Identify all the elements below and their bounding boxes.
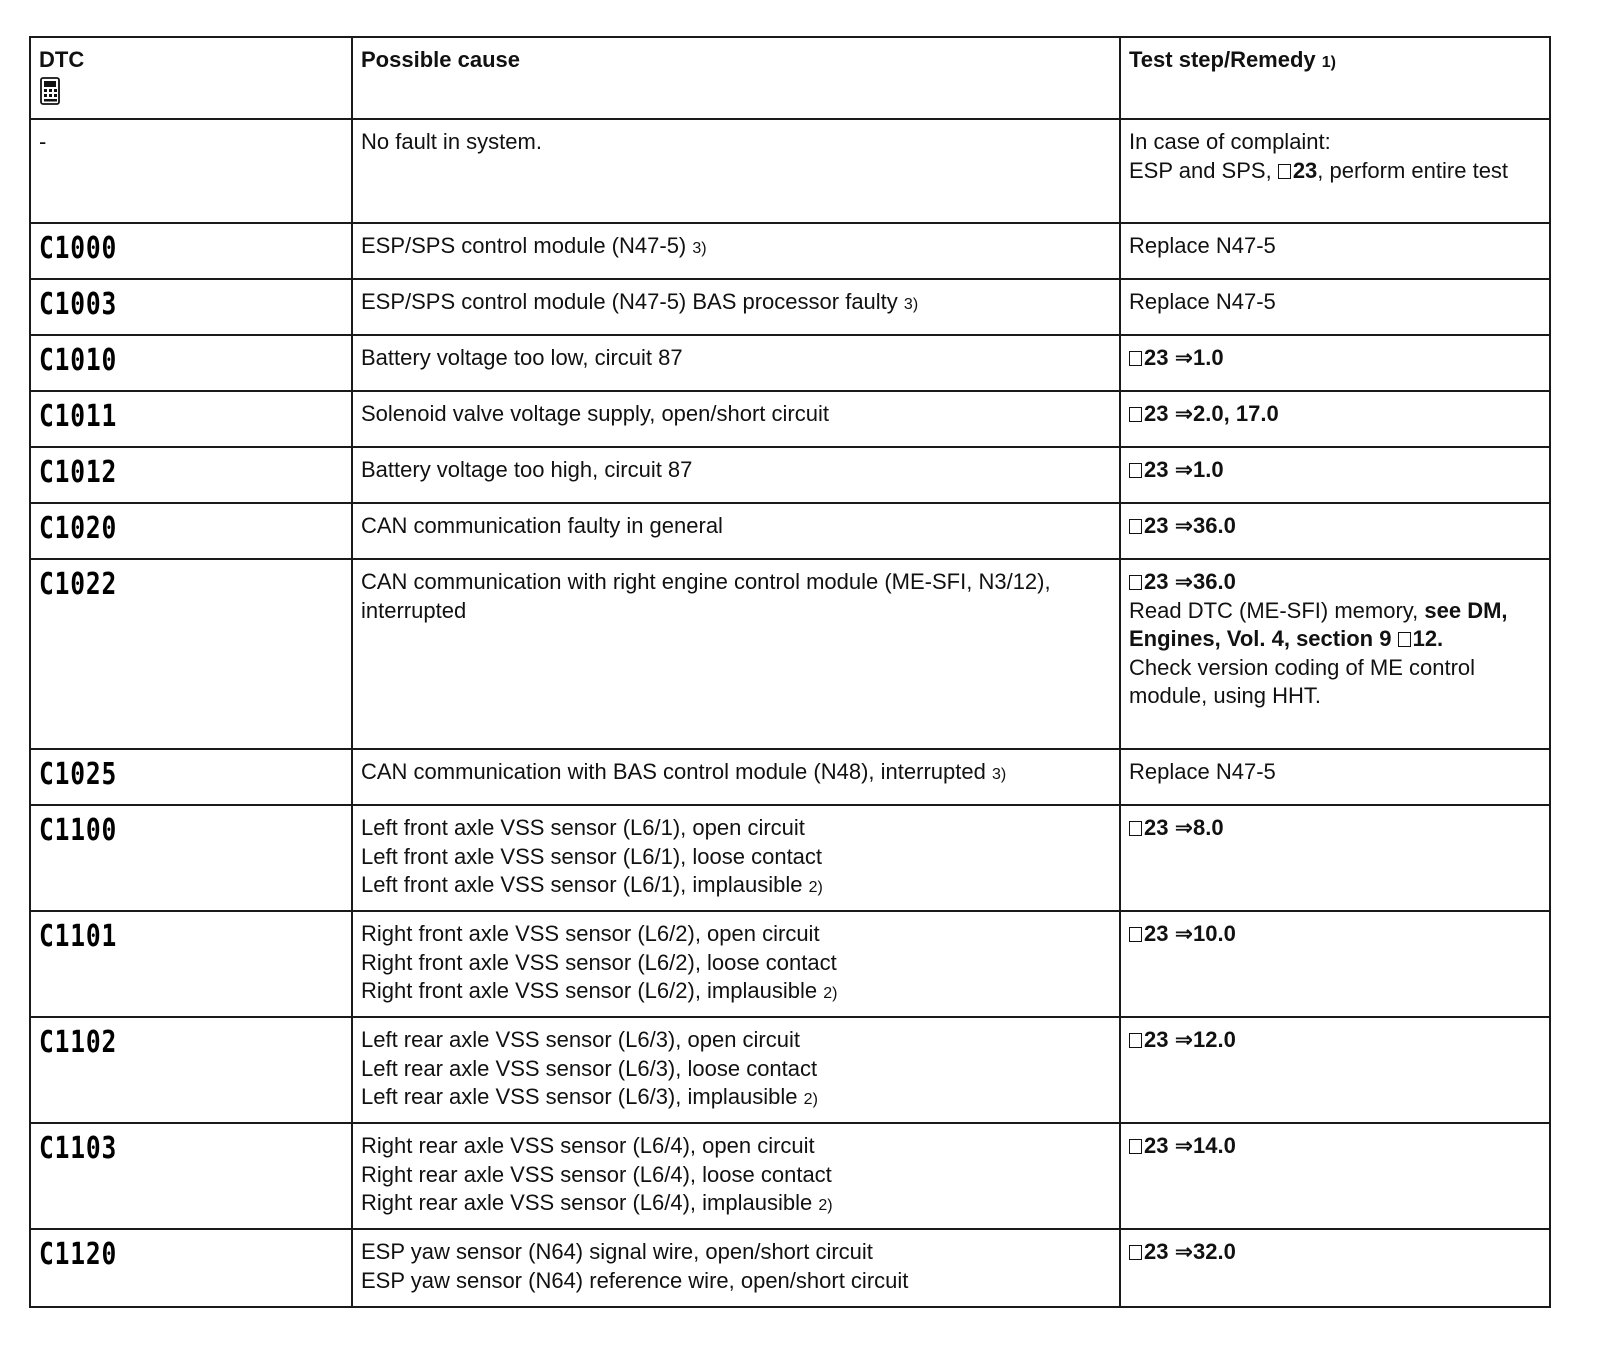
page-ref-number: 23	[1144, 401, 1169, 426]
cause-text: Left front axle VSS sensor (L6/1), implausible	[361, 872, 803, 897]
page-ref-box-icon	[1129, 1033, 1142, 1048]
table-row	[30, 1229, 1550, 1307]
step-separator: ,	[1223, 401, 1236, 426]
dtc-cell	[30, 749, 352, 805]
table-row	[30, 559, 1550, 749]
cause-line	[361, 871, 1111, 903]
cause-text: CAN communication with right engine control module (ME-SFI, N3/12), interrupted	[361, 569, 1051, 623]
remedy-text: Replace N47-5	[1129, 233, 1276, 258]
dtc-code: C1012	[39, 455, 118, 490]
test-step-number: 36.0	[1193, 569, 1236, 594]
header-dtc	[30, 37, 352, 119]
remedy-step-line	[1129, 1132, 1541, 1161]
cause-line	[361, 128, 1111, 157]
page-ref-box-icon	[1129, 1245, 1142, 1260]
cause-text: No fault in system.	[361, 129, 542, 154]
remedy-step-line	[1129, 512, 1541, 541]
cause-line	[361, 1026, 1111, 1055]
page-ref-number: 23	[1144, 1239, 1169, 1264]
test-step-number: 10.0	[1193, 921, 1236, 946]
table-row	[30, 1017, 1550, 1123]
cause-cell	[352, 805, 1120, 911]
arrow-icon: ⇒	[1174, 345, 1194, 370]
remedy-text: Read DTC (ME-SFI) memory,	[1129, 597, 1425, 623]
table-row	[30, 749, 1550, 805]
cause-text: Left rear axle VSS sensor (L6/3), open circuit	[361, 1027, 800, 1052]
table-row	[30, 391, 1550, 447]
dtc-cell	[30, 335, 352, 391]
remedy-step-line	[1129, 344, 1541, 373]
cause-text: Right rear axle VSS sensor (L6/4), implausible	[361, 1190, 813, 1215]
cause-text: Battery voltage too low, circuit 87	[361, 345, 683, 370]
cause-footnote: 2)	[808, 879, 823, 896]
cause-text: ESP yaw sensor (N64) signal wire, open/short circuit	[361, 1239, 873, 1264]
cause-cell	[352, 749, 1120, 805]
remedy-cell	[1120, 911, 1550, 1017]
table-row	[30, 119, 1550, 223]
dtc-code: C1000	[39, 231, 118, 266]
arrow-icon: ⇒	[1174, 921, 1194, 946]
cause-footnote: 2)	[818, 1197, 833, 1214]
page-ref-number: 23	[1144, 457, 1169, 482]
dtc-cell	[30, 911, 352, 1017]
cause-text: ESP yaw sensor (N64) reference wire, open/short circuit	[361, 1267, 909, 1293]
cause-line	[361, 843, 1111, 872]
table-row	[30, 447, 1550, 503]
cause-text: Left rear axle VSS sensor (L6/3), loose contact	[361, 1055, 818, 1081]
cause-line	[361, 1189, 1111, 1221]
arrow-icon: ⇒	[1174, 1239, 1194, 1264]
test-step-number: 14.0	[1193, 1133, 1236, 1158]
test-step-number: 1.0	[1193, 457, 1224, 482]
cause-cell	[352, 447, 1120, 503]
test-step-number: 1.0	[1193, 345, 1224, 370]
page-ref-number: 23	[1144, 569, 1169, 594]
remedy-text: , perform entire test	[1317, 157, 1509, 183]
table-row	[30, 503, 1550, 559]
page-ref-number: 23	[1144, 1027, 1169, 1052]
dtc-code: C1020	[39, 511, 118, 546]
remedy-text: ESP and SPS,	[1129, 157, 1278, 183]
arrow-icon: ⇒	[1174, 513, 1194, 538]
cause-text: Right front axle VSS sensor (L6/2), implausible	[361, 978, 818, 1003]
table-row	[30, 805, 1550, 911]
cause-line	[361, 232, 1111, 264]
cause-cell	[352, 1123, 1120, 1229]
remedy-step-line	[1129, 568, 1541, 597]
cause-footnote: 3)	[991, 766, 1007, 783]
dtc-code: C1100	[39, 813, 118, 848]
header-remedy	[1120, 37, 1550, 119]
dtc-cell	[30, 119, 352, 223]
page-ref-number: 23	[1144, 921, 1169, 946]
remedy-cell	[1120, 447, 1550, 503]
remedy-cell	[1120, 1017, 1550, 1123]
header-cause-label: Possible cause	[361, 47, 520, 72]
header-dtc-label: DTC	[39, 47, 85, 72]
cause-line	[361, 1161, 1111, 1190]
cause-line	[361, 1267, 1111, 1296]
remedy-step-line	[1129, 456, 1541, 485]
dtc-code: C1101	[39, 919, 118, 954]
arrow-icon: ⇒	[1174, 569, 1194, 594]
remedy-cell	[1120, 503, 1550, 559]
dtc-table	[29, 36, 1551, 1308]
remedy-cell	[1120, 805, 1550, 911]
page-ref-box-icon	[1278, 164, 1291, 179]
cause-text: Right rear axle VSS sensor (L6/4), loose contact	[361, 1161, 832, 1187]
cause-cell	[352, 391, 1120, 447]
remedy-step-line	[1129, 814, 1541, 843]
dtc-cell	[30, 805, 352, 911]
remedy-text: Replace N47-5	[1129, 759, 1276, 784]
page-ref-box-icon	[1129, 463, 1142, 478]
table-row	[30, 223, 1550, 279]
dtc-cell	[30, 1123, 352, 1229]
cause-cell	[352, 223, 1120, 279]
table-row	[30, 335, 1550, 391]
page-ref-box-icon	[1129, 575, 1142, 590]
dtc-cell	[30, 1017, 352, 1123]
dtc-code: -	[39, 129, 47, 154]
page-ref-number: 23	[1144, 513, 1169, 538]
cause-text: Left front axle VSS sensor (L6/1), open circuit	[361, 815, 805, 840]
cause-cell	[352, 1017, 1120, 1123]
cause-text: ESP/SPS control module (N47-5)	[361, 233, 687, 258]
page-ref-box-icon	[1129, 1139, 1142, 1154]
cause-footnote: 2)	[803, 1091, 818, 1108]
dtc-cell	[30, 447, 352, 503]
dtc-cell	[30, 223, 352, 279]
cause-line	[361, 920, 1111, 949]
remedy-cell	[1120, 119, 1550, 223]
cause-line	[361, 400, 1111, 429]
cause-line	[361, 344, 1111, 373]
cause-line	[361, 568, 1111, 625]
dtc-code: C1120	[39, 1237, 118, 1272]
dtc-code: C1103	[39, 1131, 118, 1166]
page-ref-box-icon	[1129, 519, 1142, 534]
dtc-code: C1022	[39, 567, 118, 602]
remedy-cell	[1120, 223, 1550, 279]
cause-text: Right front axle VSS sensor (L6/2), open circuit	[361, 921, 820, 946]
header-remedy-note: 1)	[1321, 54, 1337, 71]
cause-text: Left rear axle VSS sensor (L6/3), implausible	[361, 1084, 798, 1109]
page-ref-number: 23	[1144, 815, 1169, 840]
cause-line	[361, 977, 1111, 1009]
arrow-icon: ⇒	[1174, 457, 1194, 482]
remedy-cell	[1120, 335, 1550, 391]
remedy-step-line	[1129, 1026, 1541, 1055]
cause-text: Right rear axle VSS sensor (L6/4), open circuit	[361, 1133, 815, 1158]
test-step-number: 36.0	[1193, 513, 1236, 538]
cause-footnote: 3)	[903, 296, 919, 313]
cause-cell	[352, 503, 1120, 559]
remedy-cell	[1120, 1123, 1550, 1229]
remedy-cell	[1120, 559, 1550, 749]
cause-cell	[352, 335, 1120, 391]
table-row	[30, 911, 1550, 1017]
remedy-ref-text: see DM, Engines, Vol. 4, section 9	[1129, 597, 1508, 651]
remedy-line: In case of complaint:	[1129, 129, 1331, 154]
page-ref-number: 23	[1144, 345, 1169, 370]
page-ref-box-icon	[1129, 821, 1142, 836]
cause-text: CAN communication with BAS control module (N48), interrupted	[361, 759, 986, 784]
cause-line	[361, 512, 1111, 541]
table-row	[30, 279, 1550, 335]
cause-line	[361, 1132, 1111, 1161]
cause-line	[361, 1238, 1111, 1267]
table-row	[30, 1123, 1550, 1229]
page-ref-box-icon	[1398, 632, 1411, 647]
remedy-line	[1129, 157, 1541, 186]
page-ref-box-icon	[1129, 927, 1142, 942]
cause-text: Battery voltage too high, circuit 87	[361, 457, 693, 482]
dtc-cell	[30, 1229, 352, 1307]
test-step-number: 12.0	[1193, 1027, 1236, 1052]
cause-cell	[352, 1229, 1120, 1307]
header-remedy-label: Test step/Remedy	[1129, 47, 1316, 72]
cause-line	[361, 456, 1111, 485]
cause-text: Solenoid valve voltage supply, open/short circuit	[361, 401, 829, 426]
dtc-code: C1011	[39, 399, 118, 434]
arrow-icon: ⇒	[1174, 1133, 1194, 1158]
test-step-number: 2.0	[1193, 401, 1224, 426]
dtc-cell	[30, 279, 352, 335]
diagnostic-tester-icon	[39, 77, 61, 105]
remedy-cell	[1120, 1229, 1550, 1307]
dtc-cell	[30, 559, 352, 749]
test-step-number: 17.0	[1235, 401, 1279, 426]
page-ref-box-icon	[1129, 351, 1142, 366]
remedy-step-line	[1129, 920, 1541, 949]
dtc-code: C1003	[39, 287, 118, 322]
page-ref-box-icon	[1129, 407, 1142, 422]
page-ref-number: 23	[1144, 1133, 1169, 1158]
cause-cell	[352, 911, 1120, 1017]
remedy-line: Check version coding of ME control module, using HHT.	[1129, 654, 1476, 708]
cause-text: Right front axle VSS sensor (L6/2), loose contact	[361, 949, 837, 975]
cause-cell	[352, 279, 1120, 335]
arrow-icon: ⇒	[1174, 1027, 1194, 1052]
dtc-code: C1010	[39, 343, 118, 378]
cause-line	[361, 288, 1111, 320]
arrow-icon: ⇒	[1174, 815, 1194, 840]
dtc-cell	[30, 391, 352, 447]
cause-footnote: 2)	[823, 985, 838, 1002]
remedy-line	[1129, 597, 1541, 654]
remedy-cell	[1120, 391, 1550, 447]
page-ref-number: 23	[1292, 157, 1318, 183]
dtc-code: C1102	[39, 1025, 118, 1060]
dtc-code: C1025	[39, 757, 118, 792]
arrow-icon: ⇒	[1174, 401, 1194, 426]
cause-line	[361, 758, 1111, 790]
cause-cell	[352, 559, 1120, 749]
cause-line	[361, 1083, 1111, 1115]
cause-line	[361, 814, 1111, 843]
remedy-step-line	[1129, 1238, 1541, 1267]
cause-text: CAN communication faulty in general	[361, 513, 723, 538]
test-step-number: 32.0	[1193, 1239, 1236, 1264]
remedy-cell	[1120, 279, 1550, 335]
test-step-number: 8.0	[1193, 815, 1224, 840]
cause-line	[361, 949, 1111, 978]
cause-text: ESP/SPS control module (N47-5) BAS processor faulty	[361, 289, 898, 314]
header-cause	[352, 37, 1120, 119]
cause-cell	[352, 119, 1120, 223]
remedy-text: Replace N47-5	[1129, 289, 1276, 314]
page-ref-number: 12.	[1412, 626, 1444, 651]
remedy-cell	[1120, 749, 1550, 805]
table-header-row	[30, 37, 1550, 119]
cause-text: Left front axle VSS sensor (L6/1), loose contact	[361, 843, 823, 869]
dtc-cell	[30, 503, 352, 559]
remedy-step-line	[1129, 400, 1541, 429]
cause-footnote: 3)	[692, 240, 707, 257]
cause-line	[361, 1055, 1111, 1084]
